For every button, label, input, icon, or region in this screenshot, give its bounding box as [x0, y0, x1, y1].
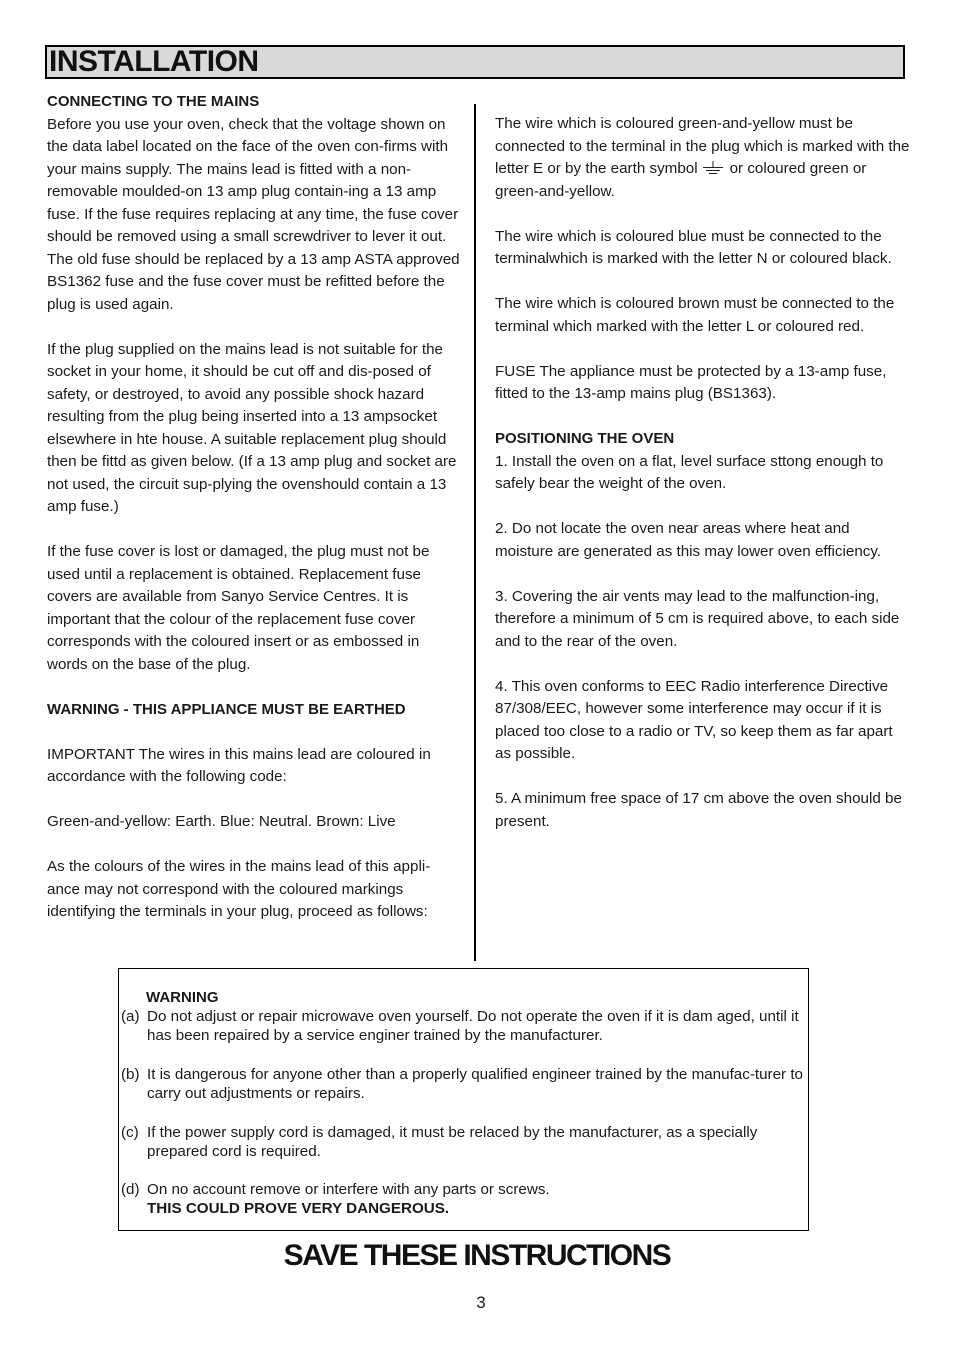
- warning-earthed-heading: [47, 699, 463, 722]
- warning-letter: (d): [121, 1181, 140, 1198]
- paragraph-fuse-cover: If the fuse cover is lost or damaged, the plug must not be used until a replacement is obtained. Replacement fuse covers are available from Sanyo Service Centres. It is important that the colour of the replacement fuse cover corresponds with the coloured insert or as embossed in words on the base of the plug.: [47, 543, 430, 673]
- column-divider: [474, 104, 476, 961]
- page-title: INSTALLATION: [49, 45, 259, 78]
- warning-item-c: [121, 1123, 805, 1161]
- warning-letter: (a): [121, 1008, 140, 1025]
- page-header-bar: [45, 45, 905, 79]
- section-heading-positioning: POSITIONING THE OVEN: [495, 430, 675, 447]
- list-item: 2. Do not locate the oven near areas where heat and moisture are generated as this may lower oven efficiency.: [495, 520, 882, 560]
- left-column: [47, 91, 463, 946]
- warning-text-d: On no account remove or interfere with any parts or screws.: [147, 1181, 550, 1198]
- warning-item-a: [121, 1007, 805, 1045]
- warning-letter: (b): [121, 1066, 140, 1083]
- warning-text: It is dangerous for anyone other than a properly qualified engineer trained by the manufac-turer to carry out adjustments or repairs.: [147, 1066, 803, 1102]
- paragraph-blue-wire: The wire which is coloured blue must be connected to the terminalwhich is marked with the letter N or coloured black.: [495, 227, 892, 267]
- warning-letter: (c): [121, 1124, 139, 1141]
- warning-text: Do not adjust or repair microwave oven yourself. Do not operate the oven if it is dam aged, until it has been repaired by a service enginer trained by the manufacturer.: [147, 1008, 799, 1044]
- list-item: 4. This oven conforms to EEC Radio interference Directive 87/308/EEC, however some interference may occur if it is placed too close to a radio or TV, so keep them as far apart as possible.: [495, 677, 893, 762]
- warning-text: [147, 1180, 805, 1218]
- paragraph-proceed: As the colours of the wires in the mains lead of this appli-ance may not correspond with the coloured markings identifying the terminals in your plug, proceed as follows:: [47, 858, 431, 920]
- paragraph-colour-code: Green-and-yellow: Earth. Blue: Neutral. Brown: Live: [47, 813, 396, 830]
- warning-emphasis: THIS COULD PROVE VERY DANGEROUS.: [147, 1200, 450, 1217]
- paragraph-green-yellow: [495, 113, 911, 203]
- list-item: 5. A minimum free space of 17 cm above the oven should be present.: [495, 790, 902, 830]
- warning-text: If the power supply cord is damaged, it must be relaced by the manufacturer, as a specially prepared cord is required.: [147, 1124, 758, 1160]
- page-number: 3: [476, 1293, 486, 1312]
- warning-item-d: [121, 1180, 805, 1218]
- right-column: [495, 113, 911, 856]
- paragraph-plug: If the plug supplied on the mains lead is not suitable for the socket in your home, it should be cut off and dis-posed of safety, or destroyed, to avoid any possible shock hazard resulting from the plug being inserted into a 13 ampsocket elsewhere in hte house. A suitable replacement plug should then be fittd as given below. (If a 13 amp plug and socket are not used, the circuit sup-plying the ovenshould contain a 13 amp fuse.): [47, 340, 457, 515]
- warning-box-title: WARNING: [146, 989, 219, 1006]
- paragraph-fuse: FUSE The appliance must be protected by a 13-amp fuse, fitted to the 13-amp mains plug (BS1363).: [495, 362, 887, 402]
- section-heading-mains: CONNECTING TO THE MAINS: [47, 93, 260, 110]
- green-yellow-text-end: or coloured green or green-and-yellow.: [495, 160, 867, 200]
- paragraph-brown-wire: The wire which is coloured brown must be connected to the terminal which marked with the letter L or coloured red.: [495, 295, 895, 335]
- warning-item-b: [121, 1065, 805, 1103]
- green-yellow-text: The wire which is coloured green-and-yellow must be connected to the terminal in the plug which is marked with the letter E or by the earth symbol: [495, 115, 910, 177]
- paragraph-important: IMPORTANT The wires in this mains lead are coloured in accordance with the following code:: [47, 745, 431, 785]
- paragraph-voltage: Before you use your oven, check that the voltage shown on the data label located on the face of the oven con-firms with your mains supply. The mains lead is fitted with a non-removable moulded-on 13 amp plug contain-ing a 13 amp fuse. If the fuse requires replacing at any time, the fuse cover should be removed using a small screwdriver to lever it out. The old fuse should be replaced by a 13 amp ASTA approved BS1362 fuse and the fuse cover must be refitted before the plug is used again.: [47, 115, 460, 313]
- warning-box: [118, 968, 809, 1231]
- save-instructions-title: SAVE THESE INSTRUCTIONS: [283, 1239, 671, 1272]
- earth-symbol-icon: [702, 161, 724, 175]
- list-item: 1. Install the oven on a flat, level surface sttong enough to safely bear the weight of the oven.: [495, 452, 884, 492]
- warning-earthed-text: WARNING - THIS APPLIANCE MUST BE EARTHED: [47, 700, 406, 718]
- list-item: 3. Covering the air vents may lead to the malfunction-ing, therefore a minimum of 5 cm is required above, to each side and to the rear of the oven.: [495, 587, 900, 650]
